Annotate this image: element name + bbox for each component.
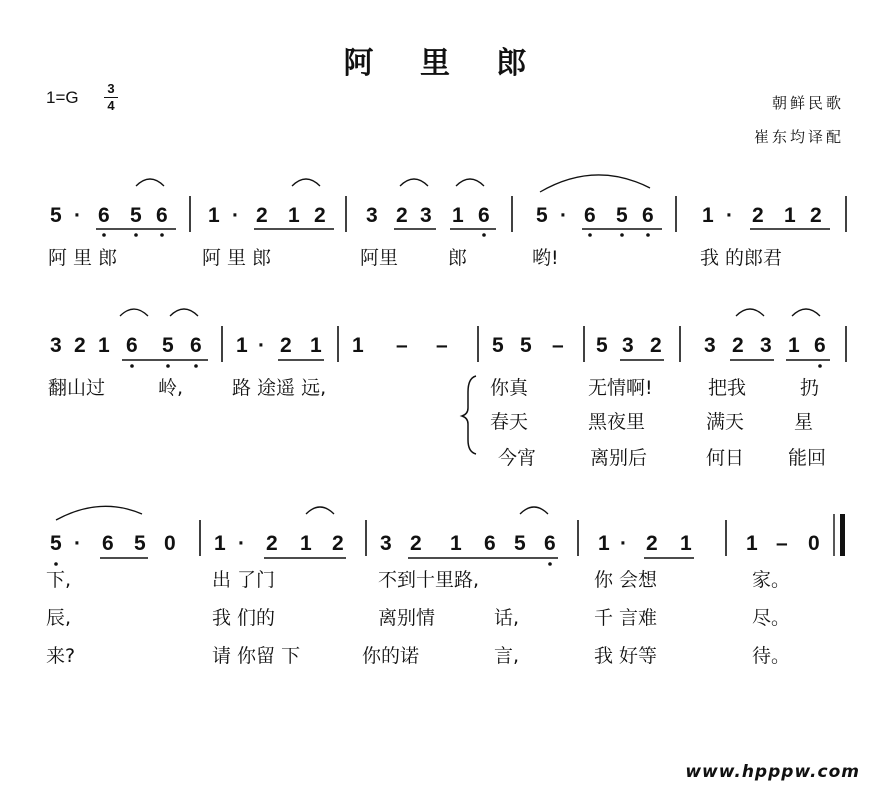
note: 5 (616, 204, 628, 227)
svg-text:离别后: 离别后 (590, 447, 648, 469)
svg-text:5: 5 (134, 532, 146, 555)
octave-dot (588, 233, 592, 237)
note: 6 (584, 204, 596, 227)
slur (400, 179, 428, 186)
svg-text:5: 5 (520, 334, 532, 357)
svg-text:辰,: 辰, (46, 607, 72, 629)
svg-text:下,: 下, (46, 569, 72, 591)
svg-text:满天: 满天 (706, 411, 745, 433)
note: 2 (396, 204, 408, 227)
note-dot: · (232, 204, 239, 227)
svg-text:何日: 何日 (706, 447, 745, 469)
note: 1 (784, 204, 796, 227)
svg-text:2: 2 (646, 532, 658, 555)
octave-dot (134, 233, 138, 237)
svg-text:扔: 扔 (800, 377, 820, 399)
svg-text:2: 2 (732, 334, 744, 357)
svg-text:6: 6 (484, 532, 496, 555)
slur (292, 179, 320, 186)
svg-text:1: 1 (450, 532, 462, 555)
svg-text:0: 0 (808, 532, 820, 555)
key-signature: 1=G (46, 88, 79, 107)
svg-text:千 言难: 千 言难 (594, 607, 658, 629)
svg-text:无情啊!: 无情啊! (588, 377, 653, 399)
svg-text:2: 2 (74, 334, 86, 357)
svg-text:·: · (620, 532, 627, 555)
note: 2 (256, 204, 268, 227)
svg-text:1: 1 (236, 334, 248, 357)
svg-text:6: 6 (814, 334, 826, 357)
svg-text:1: 1 (310, 334, 322, 357)
svg-text:–: – (552, 334, 564, 357)
svg-text:离别情: 离别情 (378, 607, 436, 629)
svg-text:5: 5 (50, 532, 62, 555)
note: 2 (752, 204, 764, 227)
slur (736, 309, 764, 316)
note: 5 (130, 204, 142, 227)
svg-text:2: 2 (410, 532, 422, 555)
octave-dot (620, 233, 624, 237)
svg-text:5: 5 (492, 334, 504, 357)
svg-text:·: · (74, 532, 81, 555)
time-numerator: 3 (107, 81, 115, 96)
time-denominator: 4 (107, 98, 115, 113)
svg-text:3: 3 (704, 334, 716, 357)
slur (306, 507, 334, 514)
svg-text:1: 1 (746, 532, 758, 555)
song-title: 阿 里 郎 (343, 46, 545, 81)
svg-text:星: 星 (794, 411, 814, 433)
lyric: 哟! (532, 247, 559, 269)
svg-text:家。: 家。 (752, 569, 791, 591)
svg-text:言,: 言, (494, 645, 520, 667)
note: 3 (420, 204, 432, 227)
lyric: 我 的郎君 (700, 247, 783, 269)
note: 2 (810, 204, 822, 227)
note: 6 (98, 204, 110, 227)
svg-text:2: 2 (280, 334, 292, 357)
svg-text:尽。: 尽。 (752, 607, 791, 629)
svg-text:待。: 待。 (752, 645, 791, 667)
slur (456, 179, 484, 186)
svg-text:–: – (396, 334, 408, 357)
svg-text:能回: 能回 (788, 447, 827, 469)
octave-dot (646, 233, 650, 237)
final-barline (840, 514, 845, 556)
svg-text:·: · (238, 532, 245, 555)
slur (56, 506, 142, 520)
svg-text:6: 6 (102, 532, 114, 555)
slur (792, 309, 820, 316)
svg-text:话,: 话, (494, 607, 520, 629)
note: 1 (288, 204, 300, 227)
note: 1 (208, 204, 220, 227)
svg-text:0: 0 (164, 532, 176, 555)
svg-text:2: 2 (650, 334, 662, 357)
svg-text:3: 3 (380, 532, 392, 555)
svg-text:我 好等: 我 好等 (594, 645, 658, 667)
arranger-credit: 崔东均译配 (753, 128, 844, 146)
note: 1 (452, 204, 464, 227)
octave-dot (160, 233, 164, 237)
svg-text:3: 3 (622, 334, 634, 357)
lyric: 阿 里 郎 (202, 247, 272, 269)
slur (520, 507, 548, 514)
svg-text:把我: 把我 (708, 377, 747, 399)
svg-text:路 途遥 远,: 路 途遥 远, (232, 377, 327, 399)
note: 6 (642, 204, 654, 227)
note-dot: · (560, 204, 567, 227)
svg-text:6: 6 (190, 334, 202, 357)
lyric-line-1: 阿 里 郎 (48, 247, 118, 269)
note: 6 (478, 204, 490, 227)
svg-text:2: 2 (332, 532, 344, 555)
svg-text:1: 1 (598, 532, 610, 555)
note: 5 (536, 204, 548, 227)
lyric: 阿里 (360, 247, 399, 269)
svg-text:–: – (776, 532, 788, 555)
svg-text:3: 3 (50, 334, 62, 357)
svg-text:请 你留 下: 请 你留 下 (212, 645, 301, 667)
svg-text:·: · (258, 334, 265, 357)
slur (170, 309, 198, 316)
svg-text:1: 1 (788, 334, 800, 357)
genre-credit: 朝鲜民歌 (771, 94, 844, 112)
note-dot: · (74, 204, 81, 227)
svg-text:2: 2 (266, 532, 278, 555)
system-1 (50, 175, 846, 237)
octave-dot (102, 233, 106, 237)
svg-text:我 们的: 我 们的 (212, 607, 276, 629)
svg-text:1: 1 (680, 532, 692, 555)
note: 5 (50, 204, 62, 227)
svg-text:5: 5 (596, 334, 608, 357)
lyric: 郎 (448, 247, 468, 269)
svg-text:不到十里路,: 不到十里路, (378, 569, 480, 591)
svg-text:1: 1 (352, 334, 364, 357)
verse-brace (462, 376, 476, 454)
note: 3 (366, 204, 378, 227)
svg-text:出 了门: 出 了门 (212, 569, 276, 591)
svg-text:你 会想: 你 会想 (594, 569, 658, 591)
note: 6 (156, 204, 168, 227)
svg-text:6: 6 (126, 334, 138, 357)
svg-text:–: – (436, 334, 448, 357)
svg-text:3: 3 (760, 334, 772, 357)
slur (540, 175, 650, 192)
svg-text:1: 1 (214, 532, 226, 555)
system-2 (50, 309, 846, 368)
note: 1 (702, 204, 714, 227)
svg-text:春天: 春天 (490, 411, 529, 433)
svg-text:1: 1 (98, 334, 110, 357)
svg-text:来?: 来? (46, 645, 76, 667)
watermark-url: www.hpppw.com (685, 762, 860, 782)
octave-dot (482, 233, 486, 237)
svg-text:6: 6 (544, 532, 556, 555)
svg-text:5: 5 (514, 532, 526, 555)
svg-text:你的诺: 你的诺 (362, 645, 420, 667)
note: 2 (314, 204, 326, 227)
svg-text:岭,: 岭, (158, 377, 184, 399)
note-dot: · (726, 204, 733, 227)
slur (120, 309, 148, 316)
svg-text:你真: 你真 (490, 377, 529, 399)
svg-text:今宵: 今宵 (498, 447, 537, 469)
svg-text:5: 5 (162, 334, 174, 357)
slur (136, 179, 164, 186)
system-3 (50, 506, 845, 566)
svg-text:翻山过: 翻山过 (48, 377, 106, 399)
svg-text:1: 1 (300, 532, 312, 555)
svg-text:黑夜里: 黑夜里 (588, 411, 646, 433)
